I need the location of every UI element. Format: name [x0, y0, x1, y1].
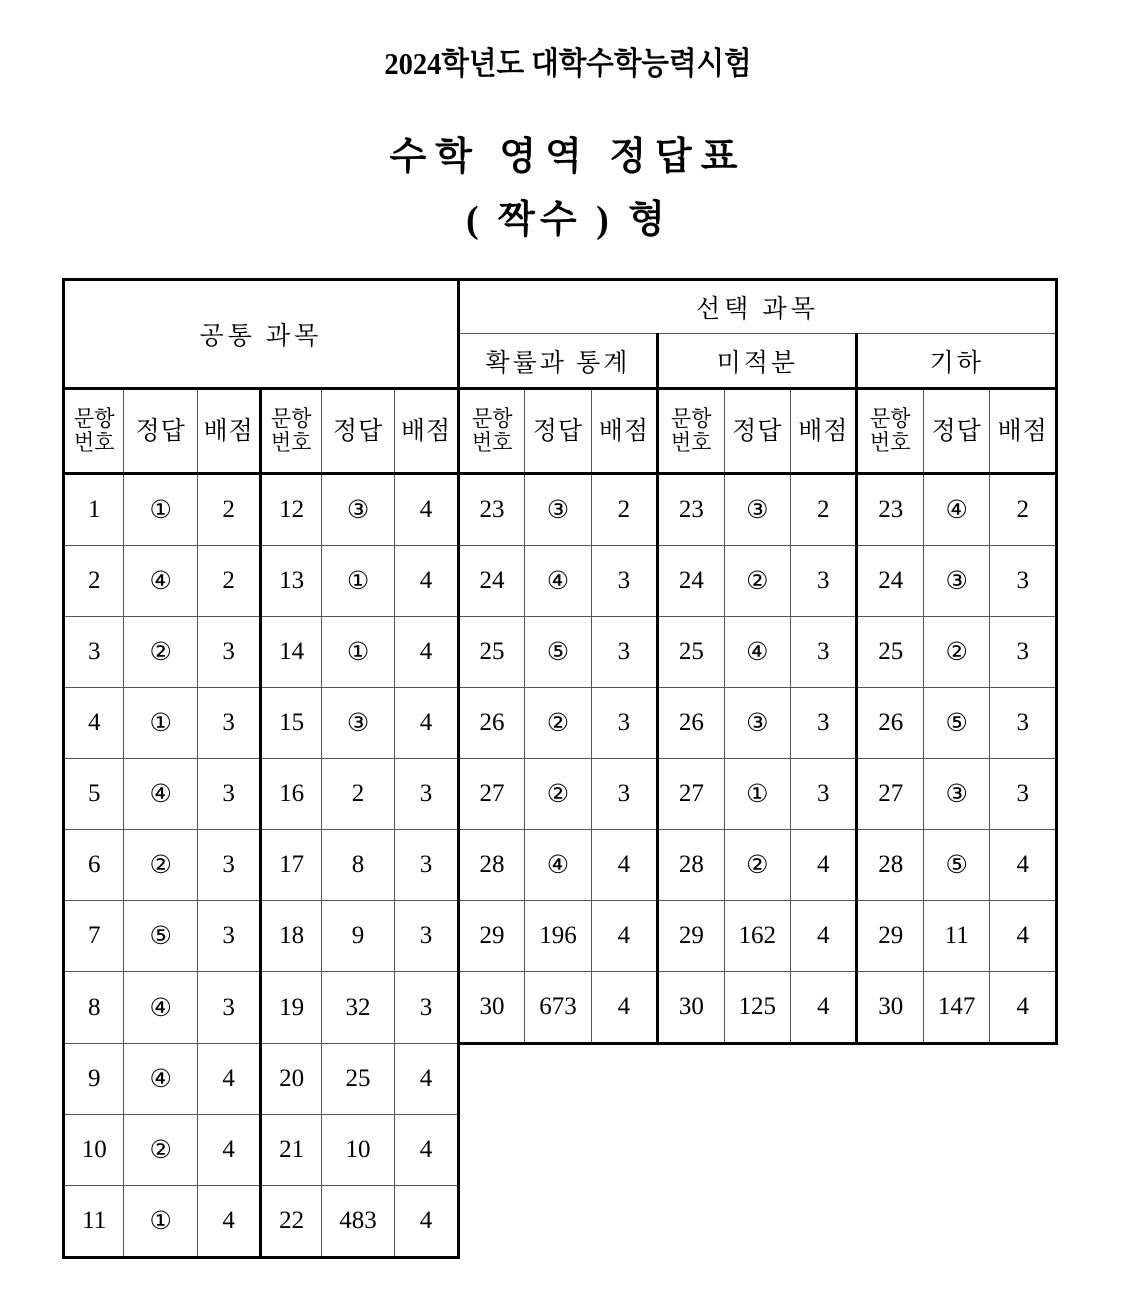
- cell-question-no-geo: 30: [857, 972, 923, 1044]
- table-row: [64, 1044, 1057, 1115]
- answer-table: [62, 278, 1058, 1259]
- cell-points: 4: [395, 474, 458, 546]
- table-row: [64, 617, 1057, 688]
- cell-points-prob: 4: [591, 972, 657, 1044]
- cell-points-geo: 3: [990, 688, 1057, 759]
- cell-question-no: 6: [64, 830, 124, 901]
- cell-question-no: 11: [64, 1186, 124, 1258]
- col-header-question-no-calc: 문항 번호: [658, 389, 724, 474]
- cell-answer-prob: ②: [525, 759, 591, 830]
- empty-filler: [458, 1044, 1056, 1115]
- col-header-answer-prob: 정답: [525, 389, 591, 474]
- table-row: [64, 688, 1057, 759]
- cell-points-prob: 4: [591, 901, 657, 972]
- cell-question-no-calc: 25: [658, 617, 724, 688]
- cell-points-calc: 4: [791, 901, 857, 972]
- cell-question-no-prob: 30: [458, 972, 524, 1044]
- cell-points-calc: 3: [791, 617, 857, 688]
- cell-points-calc: 4: [791, 972, 857, 1044]
- cell-question-no-geo: 26: [857, 688, 923, 759]
- table-row: [64, 759, 1057, 830]
- cell-points: 4: [197, 1115, 260, 1186]
- col-header-points-geo: 배점: [990, 389, 1057, 474]
- cell-answer: 483: [321, 1186, 395, 1258]
- cell-answer: ①: [124, 688, 198, 759]
- cell-points-calc: 4: [791, 830, 857, 901]
- cell-points: 4: [395, 546, 458, 617]
- cell-points: 4: [395, 1115, 458, 1186]
- cell-answer: ①: [124, 474, 198, 546]
- cell-points-calc: 2: [791, 474, 857, 546]
- header-row-groups: [64, 280, 1057, 334]
- cell-question-no: 4: [64, 688, 124, 759]
- col-header-question-no-common-a: 문항 번호: [64, 389, 124, 474]
- subject-header-geometry: 기하: [857, 334, 1057, 389]
- cell-points: 3: [197, 830, 260, 901]
- cell-points-prob: 3: [591, 759, 657, 830]
- cell-question-no-prob: 24: [458, 546, 524, 617]
- cell-answer: 2: [321, 759, 395, 830]
- page-title-exam-year: 2024학년도 대학수학능력시험: [384, 46, 752, 81]
- cell-points-geo: 4: [990, 830, 1057, 901]
- cell-answer-prob: ⑤: [525, 617, 591, 688]
- cell-question-no: 14: [261, 617, 321, 688]
- group-header-common: 공통 과목: [64, 280, 459, 389]
- cell-answer-geo: 11: [923, 901, 989, 972]
- cell-answer-calc: ③: [724, 474, 790, 546]
- cell-points-prob: 3: [591, 546, 657, 617]
- col-header-question-no-geo: 문항 번호: [857, 389, 923, 474]
- cell-question-no: 18: [261, 901, 321, 972]
- cell-answer-geo: ⑤: [923, 688, 989, 759]
- cell-points: 3: [197, 901, 260, 972]
- cell-answer: ②: [124, 830, 198, 901]
- table-row: [64, 474, 1057, 546]
- cell-answer-calc: ②: [724, 830, 790, 901]
- cell-points-geo: 2: [990, 474, 1057, 546]
- answer-sheet-table-container: [62, 278, 1058, 1259]
- cell-question-no-calc: 29: [658, 901, 724, 972]
- cell-answer: ④: [124, 1044, 198, 1115]
- cell-answer: ②: [124, 617, 198, 688]
- col-header-answer-common-a: 정답: [124, 389, 198, 474]
- answer-table-body: [64, 280, 1057, 1258]
- cell-question-no: 9: [64, 1044, 124, 1115]
- cell-question-no-calc: 24: [658, 546, 724, 617]
- cell-question-no: 13: [261, 546, 321, 617]
- cell-question-no: 7: [64, 901, 124, 972]
- cell-question-no-geo: 23: [857, 474, 923, 546]
- cell-points-geo: 3: [990, 617, 1057, 688]
- col-header-points-prob: 배점: [591, 389, 657, 474]
- cell-points: 3: [197, 972, 260, 1044]
- cell-answer: ⑤: [124, 901, 198, 972]
- cell-points: 4: [395, 617, 458, 688]
- cell-points: 4: [395, 1044, 458, 1115]
- cell-answer-prob: 196: [525, 901, 591, 972]
- cell-points: 4: [395, 1186, 458, 1258]
- cell-question-no: 3: [64, 617, 124, 688]
- cell-answer: ①: [321, 617, 395, 688]
- cell-answer: ②: [124, 1115, 198, 1186]
- cell-answer: ④: [124, 546, 198, 617]
- cell-answer-prob: ④: [525, 546, 591, 617]
- cell-answer-prob: ④: [525, 830, 591, 901]
- empty-filler: [458, 1115, 1056, 1186]
- empty-filler: [458, 1186, 1056, 1258]
- cell-answer: 10: [321, 1115, 395, 1186]
- cell-answer: 25: [321, 1044, 395, 1115]
- header-row-columns: [64, 389, 1057, 474]
- cell-question-no: 15: [261, 688, 321, 759]
- cell-points-prob: 2: [591, 474, 657, 546]
- cell-question-no-prob: 27: [458, 759, 524, 830]
- cell-answer: ④: [124, 972, 198, 1044]
- cell-points: 2: [197, 546, 260, 617]
- cell-question-no: 17: [261, 830, 321, 901]
- cell-points-geo: 4: [990, 901, 1057, 972]
- cell-points: 4: [395, 688, 458, 759]
- cell-answer-geo: ②: [923, 617, 989, 688]
- cell-question-no-prob: 26: [458, 688, 524, 759]
- cell-answer-calc: ①: [724, 759, 790, 830]
- subject-header-probability-statistics: 확률과 통계: [458, 334, 657, 389]
- cell-question-no: 16: [261, 759, 321, 830]
- cell-answer-geo: ③: [923, 759, 989, 830]
- cell-points: 3: [395, 901, 458, 972]
- table-row: [64, 1115, 1057, 1186]
- cell-points-calc: 3: [791, 759, 857, 830]
- cell-question-no-calc: 27: [658, 759, 724, 830]
- cell-answer: ③: [321, 688, 395, 759]
- cell-points-prob: 3: [591, 617, 657, 688]
- col-header-answer-common-b: 정답: [321, 389, 395, 474]
- cell-answer: 9: [321, 901, 395, 972]
- cell-points: 3: [197, 759, 260, 830]
- cell-points-prob: 3: [591, 688, 657, 759]
- cell-question-no-geo: 28: [857, 830, 923, 901]
- cell-question-no-calc: 23: [658, 474, 724, 546]
- cell-question-no: 10: [64, 1115, 124, 1186]
- cell-question-no: 19: [261, 972, 321, 1044]
- cell-points-calc: 3: [791, 688, 857, 759]
- cell-points-geo: 4: [990, 972, 1057, 1044]
- cell-question-no: 22: [261, 1186, 321, 1258]
- col-header-question-no-common-b: 문항 번호: [261, 389, 321, 474]
- cell-points-geo: 3: [990, 546, 1057, 617]
- table-row: [64, 830, 1057, 901]
- cell-answer-prob: ②: [525, 688, 591, 759]
- cell-answer-geo: ④: [923, 474, 989, 546]
- cell-points: 3: [197, 617, 260, 688]
- cell-points-geo: 3: [990, 759, 1057, 830]
- cell-answer: ④: [124, 759, 198, 830]
- cell-question-no-prob: 25: [458, 617, 524, 688]
- cell-question-no: 21: [261, 1115, 321, 1186]
- cell-question-no: 8: [64, 972, 124, 1044]
- cell-answer-prob: ③: [525, 474, 591, 546]
- page-title-form-type: ( 짝수 ) 형: [466, 199, 670, 241]
- document-titles: [0, 0, 1136, 243]
- cell-question-no-prob: 23: [458, 474, 524, 546]
- col-header-points-common-a: 배점: [197, 389, 260, 474]
- cell-answer-geo: ⑤: [923, 830, 989, 901]
- table-row: [64, 546, 1057, 617]
- cell-answer: 32: [321, 972, 395, 1044]
- cell-question-no: 5: [64, 759, 124, 830]
- cell-question-no: 2: [64, 546, 124, 617]
- cell-points: 2: [197, 474, 260, 546]
- cell-answer-calc: ③: [724, 688, 790, 759]
- page-title-subject: 수학 영역 정답표: [389, 136, 747, 178]
- cell-answer-geo: 147: [923, 972, 989, 1044]
- cell-answer-calc: ②: [724, 546, 790, 617]
- cell-points: 4: [197, 1044, 260, 1115]
- cell-question-no: 1: [64, 474, 124, 546]
- cell-answer-calc: 125: [724, 972, 790, 1044]
- cell-question-no-calc: 28: [658, 830, 724, 901]
- cell-answer: ①: [124, 1186, 198, 1258]
- cell-answer-calc: ④: [724, 617, 790, 688]
- cell-question-no: 12: [261, 474, 321, 546]
- cell-answer: ①: [321, 546, 395, 617]
- cell-question-no-geo: 27: [857, 759, 923, 830]
- cell-answer-prob: 673: [525, 972, 591, 1044]
- col-header-answer-geo: 정답: [923, 389, 989, 474]
- cell-question-no-geo: 25: [857, 617, 923, 688]
- cell-answer-calc: 162: [724, 901, 790, 972]
- cell-question-no-calc: 30: [658, 972, 724, 1044]
- cell-points: 3: [197, 688, 260, 759]
- cell-question-no-geo: 29: [857, 901, 923, 972]
- cell-points: 3: [395, 972, 458, 1044]
- cell-answer: ③: [321, 474, 395, 546]
- cell-points: 3: [395, 830, 458, 901]
- cell-points: 3: [395, 759, 458, 830]
- table-row: [64, 972, 1057, 1044]
- cell-answer-geo: ③: [923, 546, 989, 617]
- cell-question-no: 20: [261, 1044, 321, 1115]
- cell-question-no-prob: 28: [458, 830, 524, 901]
- cell-points: 4: [197, 1186, 260, 1258]
- cell-answer: 8: [321, 830, 395, 901]
- cell-question-no-calc: 26: [658, 688, 724, 759]
- cell-question-no-geo: 24: [857, 546, 923, 617]
- cell-question-no-prob: 29: [458, 901, 524, 972]
- cell-points-calc: 3: [791, 546, 857, 617]
- table-row: [64, 1186, 1057, 1258]
- table-row: [64, 901, 1057, 972]
- col-header-points-common-b: 배점: [395, 389, 458, 474]
- col-header-answer-calc: 정답: [724, 389, 790, 474]
- group-header-elective: 선택 과목: [458, 280, 1056, 334]
- subject-header-calculus: 미적분: [658, 334, 857, 389]
- col-header-question-no-prob: 문항 번호: [458, 389, 524, 474]
- col-header-points-calc: 배점: [791, 389, 857, 474]
- cell-points-prob: 4: [591, 830, 657, 901]
